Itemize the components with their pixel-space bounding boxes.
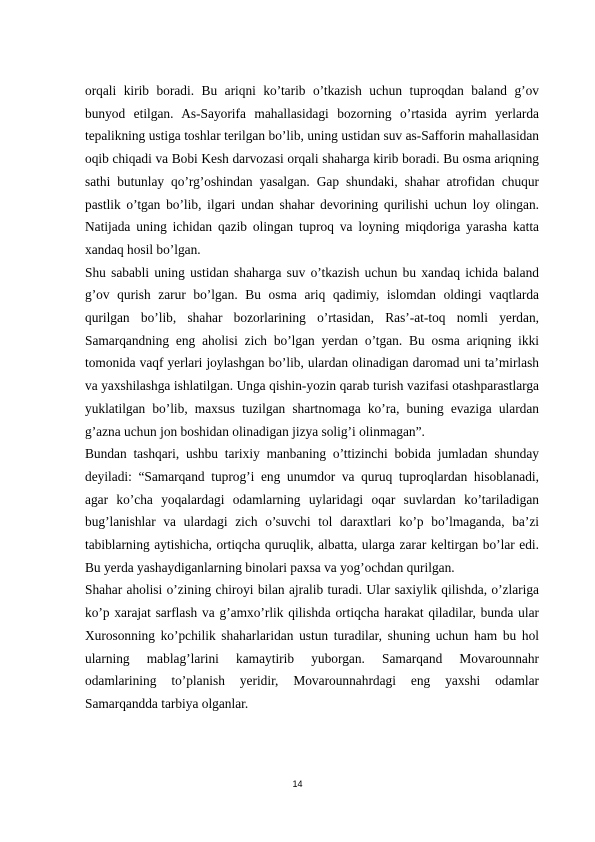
paragraph-4: Shahar aholisi o’zining chiroyi bilan ajralib turadi. Ular saxiylik qilishda, o’zlariga ko’p xarajat sarflash va g’amxo’rlik qilishda ortiqcha harakat qiladilar, bunda ular Xurosonning ko’pchilik shaharlaridan ustun turadilar, shuning uchun ham bu hol ularning mablag’larini kamaytirib yuborgan. Samarqand Movarounnahr odamlarining to’planish yeridir, Movarounnahrdagi eng yaxshi odamlar Samarqandda tarbiya olganlar. [85, 582, 539, 711]
paragraph-3: Bundan tashqari, ushbu tarixiy manbaning o’ttizinchi bobida jumladan shunday deyiladi: “Samarqand tuprog’i eng unumdor va quruq tuproqlardan hisoblanadi, agar ko’cha yoqalardagi odamlarning uylaridagi oqar suvlardan ko’tariladigan bug’lanishlar va ulardagi zich o’suvchi tol daraxtlari ko’p bo’lmaganda, ba’zi tabiblarning aytishicha, ortiqcha quruqlik, albatta, ularga zarar keltirgan bo’lar edi. Bu yerda yashaydiganlarning binolari paxsa va yog’ochdan qurilgan. [85, 446, 539, 575]
body-text [85, 80, 539, 716]
paragraph-1: orqali kirib boradi. Bu ariqni ko’tarib o’tkazish uchun tuproqdan baland g’ov bunyod etilgan. As-Sayorifa mahallasidagi bozorning o’rtasida ayrim yerlarda tepalikning ustiga toshlar terilgan bo’lib, uning ustidan suv as-Safforin mahallasidan oqib chiqadi va Bobi Kesh darvozasi orqali shaharga kirib boradi. Bu osma ariqning sathi butunlay qo’rg’oshindan yasalgan. Gap shundaki, shahar atrofidan chuqur pastlik o’tgan bo’lib, ilgari undan shahar devorining qurilishi uchun loy olingan. Natijada uning ichidan qazib olingan tuproq va loyning miqdoriga yarasha katta xandaq hosil bo’lgan. [85, 83, 539, 257]
page-number: 14 [292, 779, 303, 789]
paragraph-2: Shu sababli uning ustidan shaharga suv o’tkazish uchun bu xandaq ichida baland g’ov qurish zarur bo’lgan. Bu osma ariq qadimiy, islomdan oldingi vaqtlarda qurilgan bo’lib, shahar bozorlarining o’rtasidan, Ras’-at-toq nomli yerdan, Samarqandning eng aholisi zich bo’lgan yerdan o’tgan. Bu osma ariqning ikki tomonida vaqf yerlari joylashgan bo’lib, ulardan olinadigan daromad uni ta’mirlash va yaxshilashga ishlatilgan. Unga qishin-yozin qarab turish vazifasi otashparastlarga yuklatilgan bo’lib, maxsus tuzilgan shartnomaga ko’ra, buning evaziga ulardan g’azna uchun jon boshidan olinadigan jizya solig’i olinmagan”. [85, 264, 539, 439]
